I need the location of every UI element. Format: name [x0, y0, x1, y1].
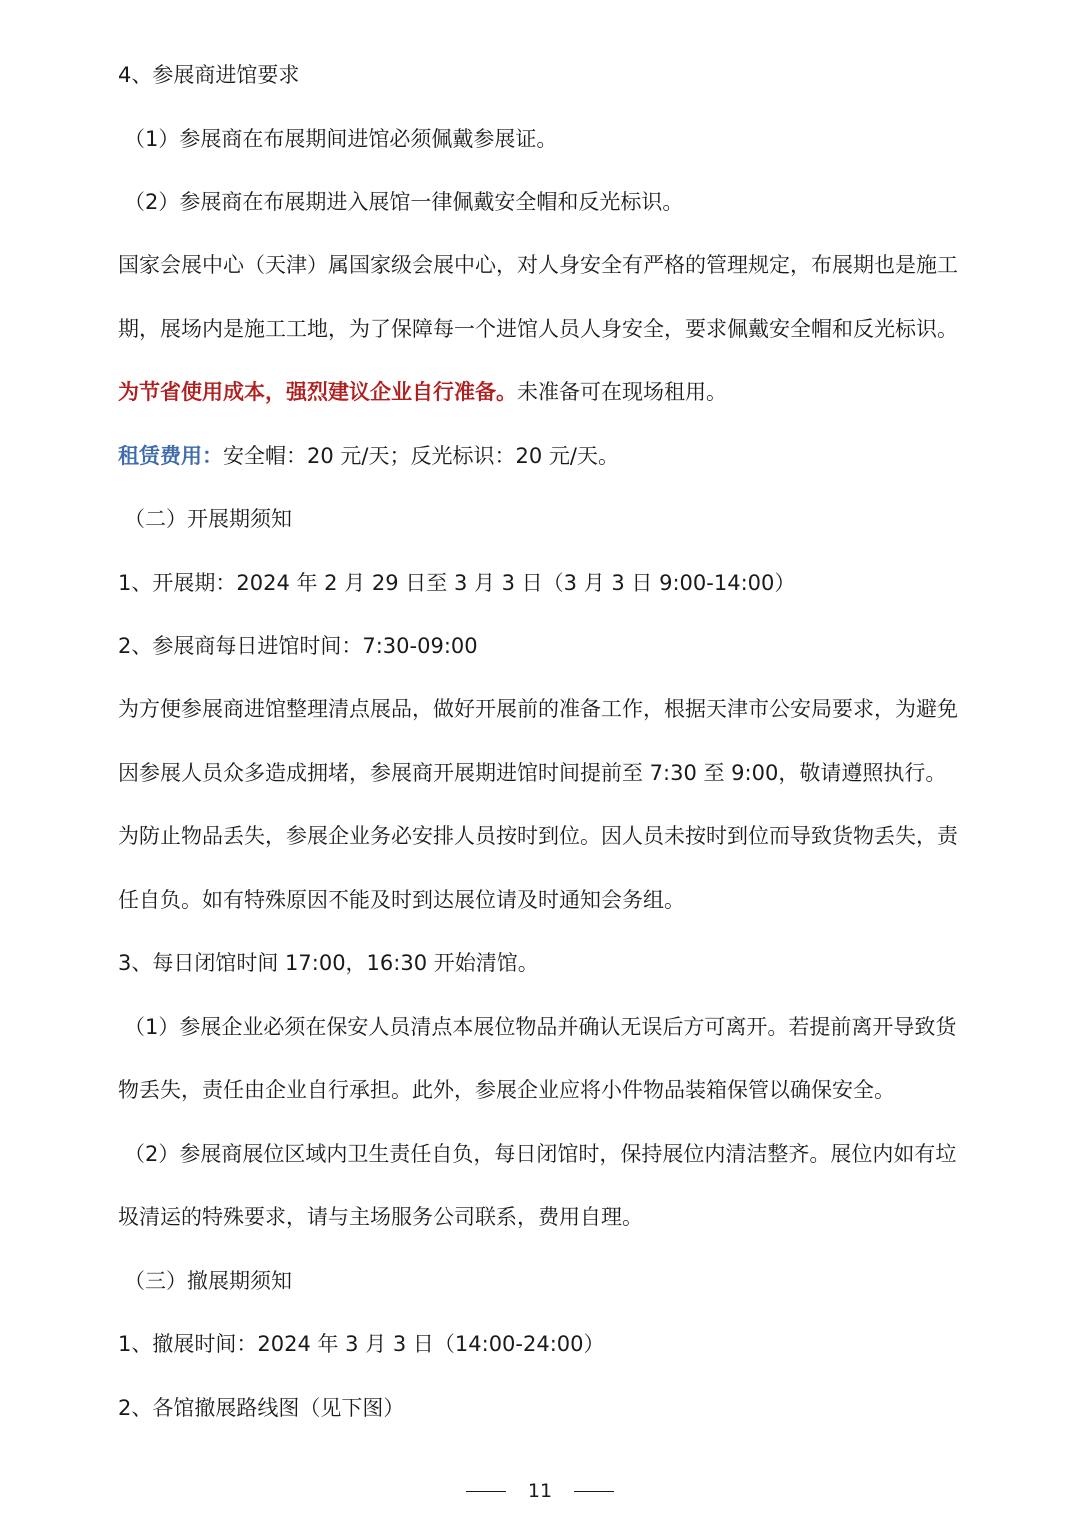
page-footer	[0, 1475, 1080, 1507]
footer-dash-left	[466, 1491, 506, 1492]
recommendation-text: 未准备可在现场租用。	[517, 380, 727, 404]
body-text-line: 圾清运的特殊要求，请与主场服务公司联系，费用自理。	[118, 1205, 643, 1229]
closing-rule-1: （1）参展企业必须在保安人员清点本展位物品并确认无误后方可离开。若提前离开导致货	[124, 1015, 957, 1039]
section-heading-dismantling: （三）撤展期须知	[124, 1269, 292, 1293]
body-text-line: 因参展人员众多造成拥堵，参展商开展期进馆时间提前至 7:30 至 9:00，敬请遵照执行。	[118, 761, 947, 785]
body-text-line: 任自负。如有特殊原因不能及时到达展位请及时通知会务组。	[118, 888, 685, 912]
dismantling-route: 2、各馆撤展路线图（见下图）	[118, 1396, 405, 1420]
closing-rule-2: （2）参展商展位区域内卫生责任自负，每日闭馆时，保持展位内清洁整齐。展位内如有垃	[124, 1142, 957, 1166]
body-text-line: 国家会展中心（天津）属国家级会展中心，对人身安全有严格的管理规定，布展期也是施工	[118, 253, 958, 277]
section-heading-exhibition-period: （二）开展期须知	[124, 507, 292, 531]
body-text-line: 物丢失，责任由企业自行承担。此外，参展企业应将小件物品装箱保管以确保安全。	[118, 1078, 895, 1102]
heading-exhibitor-entry: 4、参展商进馆要求	[118, 63, 300, 87]
body-text-line: 期，展场内是施工工地，为了保障每一个进馆人员人身安全，要求佩戴安全帽和反光标识。	[118, 317, 958, 341]
rule-badge: （1）参展商在布展期间进馆必须佩戴参展证。	[124, 127, 558, 151]
body-text-line: 为防止物品丢失，参展企业务必安排人员按时到位。因人员未按时到位而导致货物丢失，责	[118, 824, 958, 848]
recommendation-line	[118, 372, 968, 412]
dismantling-time: 1、撤展时间：2024 年 3 月 3 日（14:00-24:00）	[118, 1332, 605, 1356]
rental-fee-label: 租赁费用：	[118, 444, 223, 468]
exhibition-dates: 1、开展期：2024 年 2 月 29 日至 3 月 3 日（3 月 3 日 9:00-14:00）	[118, 571, 796, 595]
recommendation-emphasis: 为节省使用成本，强烈建议企业自行准备。	[118, 380, 517, 404]
rule-helmet: （2）参展商在布展期进入展馆一律佩戴安全帽和反光标识。	[124, 190, 684, 214]
rental-fee-line	[118, 436, 968, 476]
rental-fee-text: 安全帽：20 元/天；反光标识：20 元/天。	[223, 444, 619, 468]
closing-time: 3、每日闭馆时间 17:00，16:30 开始清馆。	[118, 951, 539, 975]
footer-dash-right	[574, 1491, 614, 1492]
daily-entry-time: 2、参展商每日进馆时间：7:30-09:00	[118, 634, 478, 658]
page-number: 11	[527, 1480, 553, 1502]
body-text-line: 为方便参展商进馆整理清点展品，做好开展前的准备工作，根据天津市公安局要求，为避免	[118, 697, 958, 721]
